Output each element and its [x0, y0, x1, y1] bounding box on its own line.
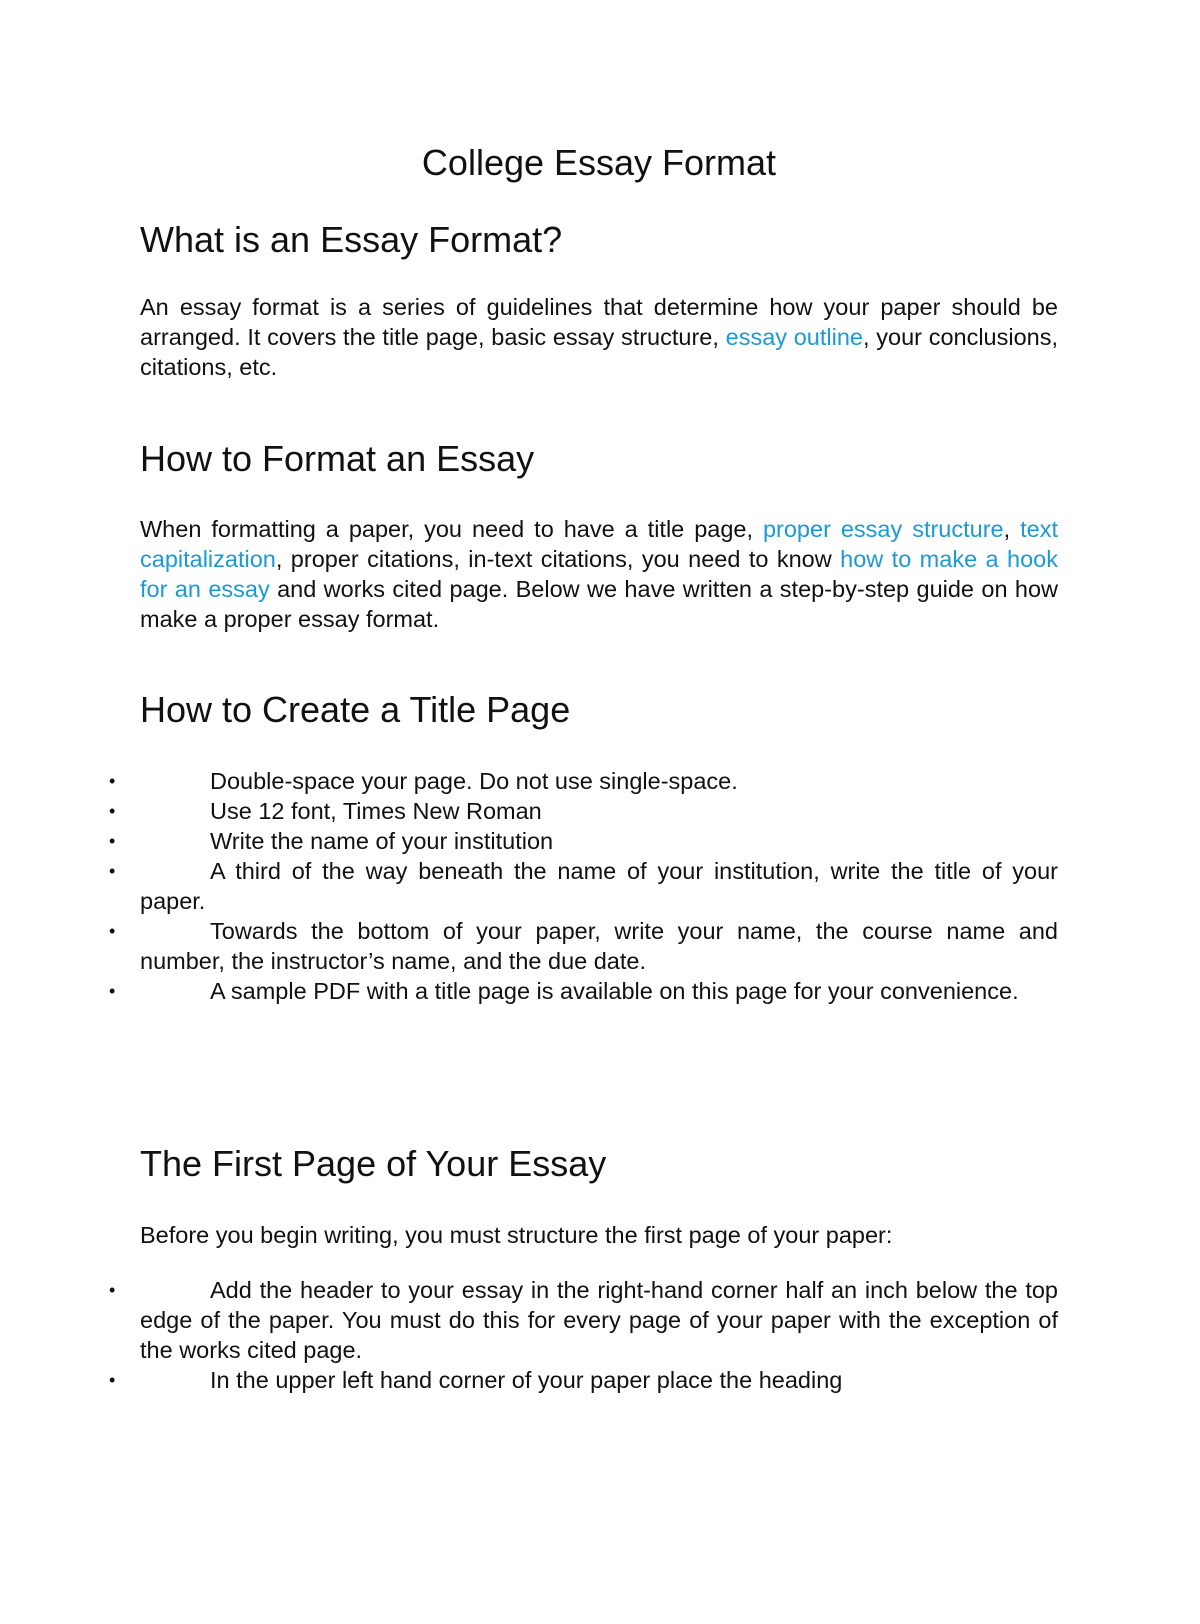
list-item-text: A sample PDF with a title page is available on this page for your convenience. — [210, 978, 1019, 1004]
text-run: When formatting a paper, you need to have a title page, — [140, 516, 763, 542]
heading-create-title-page: How to Create a Title Page — [140, 689, 571, 730]
link-how-to-make-hook[interactable]: how to make a hook for an essay — [140, 546, 1058, 602]
list-item-text: Add the header to your essay in the right-hand corner half an inch below the top edge of the paper. You must do this for every page of your paper with the exception of the works cited page. — [140, 1277, 1058, 1363]
list-item — [109, 976, 1058, 1006]
link-text-capitalization[interactable]: text capitalization — [140, 516, 1059, 572]
link-proper-essay-structure[interactable]: proper essay structure — [762, 516, 1004, 542]
list-item — [109, 796, 1058, 826]
list-item — [109, 1275, 1058, 1365]
document-title: College Essay Format — [421, 142, 777, 183]
text-run: , your conclusions, citations, etc. — [140, 324, 1059, 380]
bullet-icon: • — [109, 1280, 116, 1300]
heading-what-is-essay-format: What is an Essay Format? — [140, 219, 563, 260]
link-essay-outline[interactable]: essay outline — [725, 324, 863, 350]
list-item — [109, 766, 1058, 796]
list-item — [109, 856, 1058, 916]
first-page-bullet-list — [109, 1275, 1058, 1395]
bullet-icon: • — [109, 801, 116, 821]
paragraph-how-to-format — [140, 514, 1058, 634]
list-item — [109, 916, 1058, 976]
paragraph-essay-format-definition — [140, 292, 1058, 382]
bullet-icon: • — [109, 831, 116, 851]
text-run: , proper citations, in-text citations, you need to know — [275, 546, 841, 572]
bullet-icon: • — [109, 771, 116, 791]
heading-first-page-of-essay: The First Page of Your Essay — [140, 1143, 607, 1184]
list-item — [109, 826, 1058, 856]
bullet-icon: • — [109, 1370, 116, 1390]
title-page-bullet-list — [109, 766, 1058, 1006]
list-item-text: A third of the way beneath the name of your institution, write the title of your paper. — [140, 858, 1058, 914]
list-item — [109, 1365, 1058, 1395]
paragraph-first-page-intro: Before you begin writing, you must structure the first page of your paper: — [140, 1222, 893, 1248]
bullet-icon: • — [109, 921, 116, 941]
text-run: , — [1003, 516, 1021, 542]
heading-how-to-format-essay: How to Format an Essay — [140, 438, 535, 479]
list-item-text: Write the name of your institution — [210, 828, 554, 854]
text-run: An essay format is a series of guidelines that determine how your paper should be arranged. It covers the title page, basic essay structure, — [140, 294, 1058, 350]
text-run: and works cited page. Below we have written a step-by-step guide on how make a proper essay format. — [140, 576, 1058, 632]
list-item-text: In the upper left hand corner of your paper place the heading — [210, 1367, 843, 1393]
list-item-text: Use 12 font, Times New Roman — [210, 798, 542, 824]
list-item-text: Double-space your page. Do not use single-space. — [210, 768, 738, 794]
list-item-text: Towards the bottom of your paper, write your name, the course name and number, the instructor’s name, and the due date. — [140, 918, 1058, 974]
bullet-icon: • — [109, 981, 116, 1001]
bullet-icon: • — [109, 861, 116, 881]
